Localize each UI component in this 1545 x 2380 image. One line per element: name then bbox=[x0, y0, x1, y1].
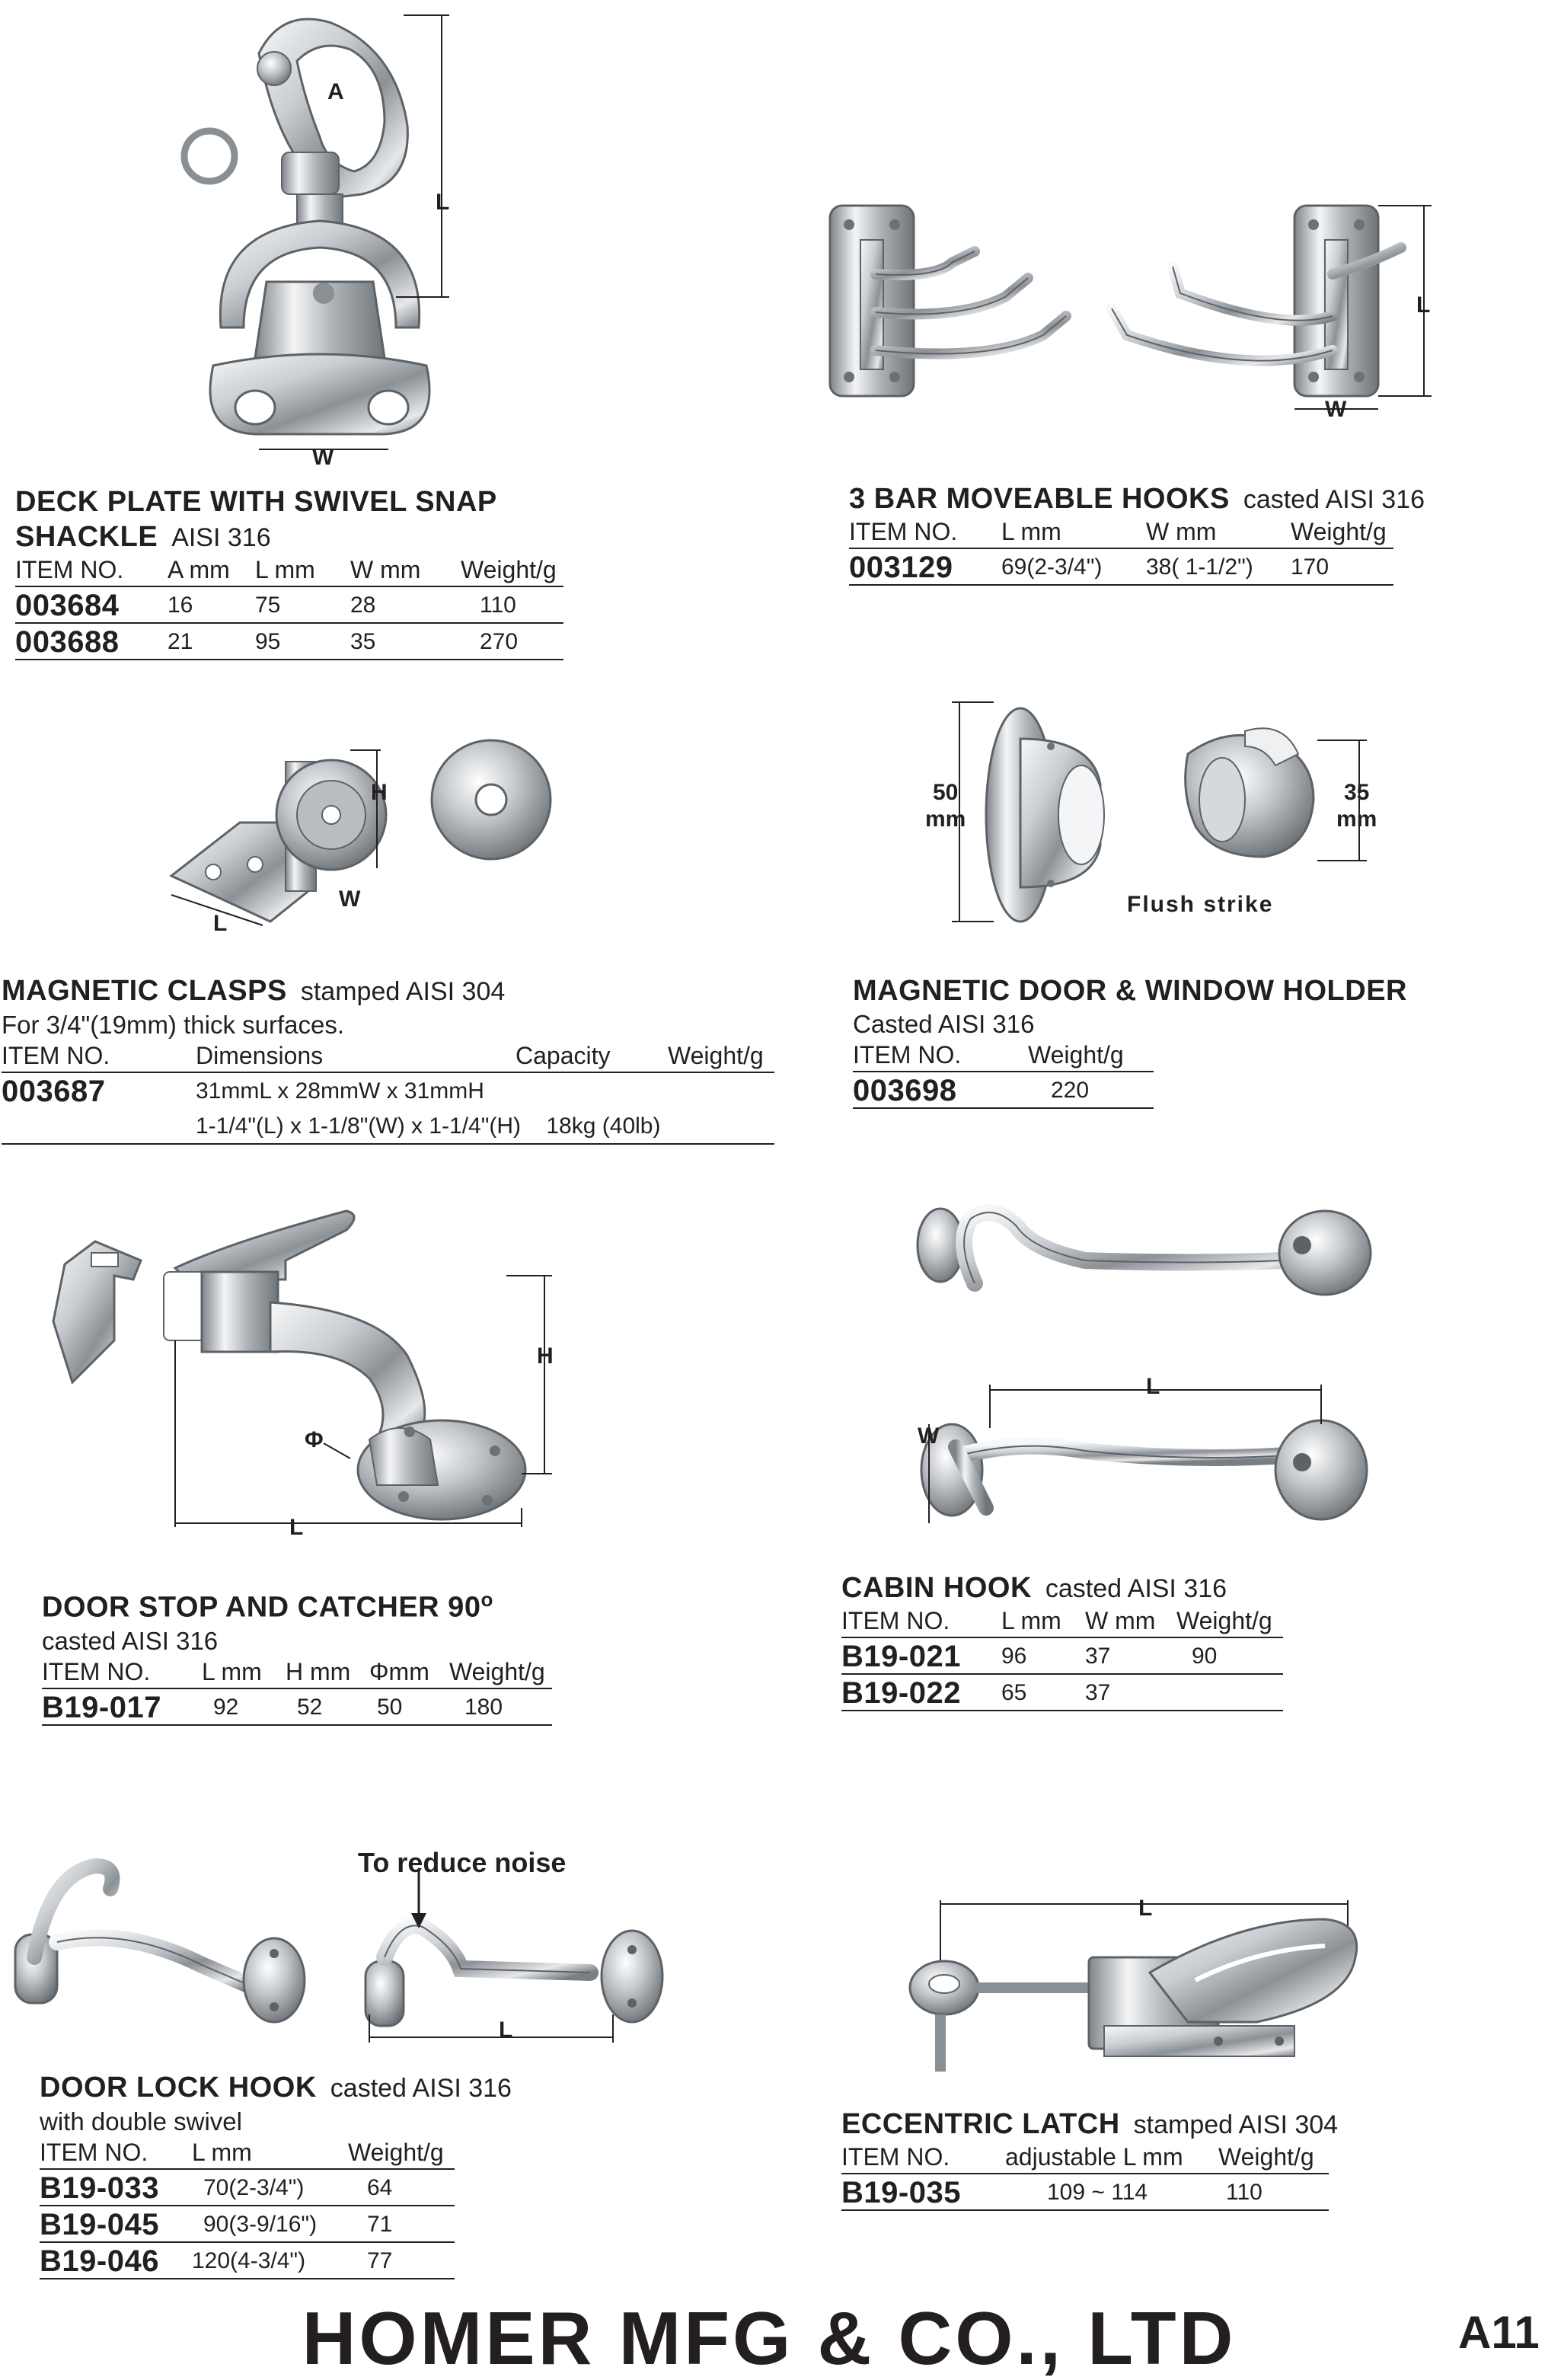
dim-l-label: L bbox=[436, 190, 450, 215]
cell: 90 bbox=[1176, 1637, 1283, 1674]
cell: 70(2-3/4") bbox=[192, 2169, 348, 2206]
deck-plate-title-2: SHACKLE bbox=[15, 521, 158, 553]
clasp-dim-w: W bbox=[339, 887, 361, 912]
table-row bbox=[42, 1688, 552, 1725]
door-lock-hook-note: with double swivel bbox=[40, 2107, 242, 2136]
cell: 90(3-9/16") bbox=[192, 2206, 348, 2242]
cell: 65 bbox=[1001, 1674, 1085, 1711]
cell bbox=[1176, 1674, 1283, 1711]
cabin-hook-spec-table bbox=[841, 1606, 1283, 1711]
flush-strike-caption: Flush strike bbox=[1127, 892, 1274, 917]
col-header: Φmm bbox=[369, 1657, 449, 1688]
cell: 38( 1-1/2") bbox=[1146, 548, 1291, 585]
bar-hooks-dim-w: W bbox=[1325, 397, 1347, 422]
item-no: B19-045 bbox=[40, 2206, 192, 2242]
col-header: W mm bbox=[1146, 517, 1291, 548]
holder-dim-right-value: 35 bbox=[1344, 780, 1370, 805]
cell: 95 bbox=[255, 623, 350, 660]
eccentric-latch-illustration bbox=[899, 1889, 1386, 2094]
cell: 16 bbox=[168, 586, 255, 623]
col-header: L mm bbox=[255, 555, 350, 586]
degree-mark: o bbox=[480, 1588, 493, 1611]
bar-hooks-title: 3 BAR MOVEABLE HOOKS bbox=[849, 483, 1230, 515]
item-no: B19-021 bbox=[841, 1637, 1001, 1674]
stop-dim-phi: Φ bbox=[305, 1427, 324, 1452]
table-row bbox=[849, 548, 1393, 585]
table-row bbox=[15, 586, 563, 623]
clasp-dim-l: L bbox=[213, 911, 228, 936]
clasp-dim-h: H bbox=[371, 780, 388, 805]
lock-dim-l: L bbox=[499, 2017, 513, 2043]
clasps-title: MAGNETIC CLASPS bbox=[2, 975, 287, 1007]
cell: 109 ~ 114 bbox=[1005, 2174, 1218, 2210]
col-header: Weight/g bbox=[1291, 517, 1393, 548]
deck-plate-illustration bbox=[168, 8, 472, 470]
cell: 110 bbox=[1218, 2174, 1329, 2210]
cell: 69(2-3/4") bbox=[1001, 548, 1146, 585]
cell: 50 bbox=[369, 1688, 449, 1725]
bar-hooks-spec-table bbox=[849, 517, 1393, 586]
table-row bbox=[841, 1674, 1283, 1711]
cabin-dim-w: W bbox=[918, 1423, 940, 1449]
col-header: ITEM NO. bbox=[841, 1606, 1001, 1637]
door-lock-hook-section bbox=[40, 2070, 512, 2279]
bar-hooks-section bbox=[849, 481, 1425, 586]
cell: 64 bbox=[348, 2169, 455, 2206]
table-row bbox=[841, 1637, 1283, 1674]
door-stop-spec-table bbox=[42, 1657, 552, 1726]
col-header: Weight/g bbox=[348, 2138, 455, 2169]
cell: 31mmL x 28mmW x 31mmH bbox=[196, 1078, 484, 1104]
cabin-dim-l: L bbox=[1146, 1374, 1160, 1399]
eccentric-latch-title: ECCENTRIC LATCH bbox=[841, 2108, 1120, 2140]
door-stop-material: casted AISI 316 bbox=[42, 1626, 219, 1655]
table-row bbox=[853, 1072, 1154, 1108]
door-stop-section bbox=[42, 1582, 552, 1726]
col-header: ITEM NO. bbox=[853, 1040, 1028, 1072]
table-row bbox=[2, 1072, 774, 1108]
table-row bbox=[40, 2206, 455, 2242]
eccentric-latch-material: stamped AISI 304 bbox=[1133, 2110, 1339, 2139]
magnetic-clasps-illustration bbox=[156, 731, 567, 937]
col-header: Weight/g bbox=[1176, 1606, 1283, 1637]
col-header: Capacity bbox=[516, 1041, 668, 1072]
eccentric-latch-section bbox=[841, 2107, 1338, 2211]
holder-dim-left-value: 50 bbox=[933, 780, 959, 805]
item-no: B19-017 bbox=[42, 1688, 202, 1725]
col-header: W mm bbox=[1085, 1606, 1176, 1637]
table-row bbox=[40, 2242, 455, 2279]
col-header: ITEM NO. bbox=[841, 2142, 1005, 2174]
cell: 92 bbox=[202, 1688, 286, 1725]
cabin-hook-section bbox=[841, 1570, 1283, 1711]
cell: 170 bbox=[1291, 548, 1393, 585]
capacity: 18kg (40lb) bbox=[546, 1113, 661, 1139]
deck-plate-title: DECK PLATE WITH SWIVEL SNAP bbox=[15, 486, 497, 518]
cell: 52 bbox=[286, 1688, 369, 1725]
cell: 96 bbox=[1001, 1637, 1085, 1674]
cell: 37 bbox=[1085, 1637, 1176, 1674]
item-no: B19-033 bbox=[40, 2169, 192, 2206]
item-no: 003684 bbox=[15, 586, 168, 623]
holder-dim-right-unit: mm bbox=[1336, 807, 1377, 832]
table-row bbox=[40, 2169, 455, 2206]
col-header: L mm bbox=[192, 2138, 348, 2169]
door-holder-section bbox=[853, 973, 1407, 1109]
cell: 75 bbox=[255, 586, 350, 623]
col-header: adjustable L mm bbox=[1005, 2142, 1218, 2174]
col-header: ITEM NO. bbox=[2, 1041, 196, 1072]
item-no: 003698 bbox=[853, 1072, 1028, 1108]
col-header: Weight/g bbox=[1218, 2142, 1329, 2174]
item-no: B19-035 bbox=[841, 2174, 1005, 2210]
door-holder-title: MAGNETIC DOOR & WINDOW HOLDER bbox=[853, 975, 1408, 1007]
deck-plate-section bbox=[15, 484, 563, 660]
magnetic-clasps-section bbox=[2, 973, 774, 1145]
cell: 35 bbox=[350, 623, 461, 660]
col-header: Weight/g bbox=[668, 1041, 774, 1072]
col-header: H mm bbox=[286, 1657, 369, 1688]
door-holder-spec-table bbox=[853, 1040, 1154, 1109]
col-header: L mm bbox=[202, 1657, 286, 1688]
door-lock-hook-illustration bbox=[11, 1843, 674, 2049]
cell: 120(4-3/4") bbox=[192, 2242, 348, 2279]
cell: 110 bbox=[461, 586, 563, 623]
col-header: W mm bbox=[350, 555, 461, 586]
cell: 21 bbox=[168, 623, 255, 660]
eccentric-latch-spec-table bbox=[841, 2142, 1329, 2211]
item-no: 003129 bbox=[849, 548, 1001, 585]
bar-hooks-material: casted AISI 316 bbox=[1243, 485, 1425, 514]
door-lock-hook-material: casted AISI 316 bbox=[330, 2074, 512, 2103]
door-holder-material: Casted AISI 316 bbox=[853, 1010, 1035, 1038]
door-lock-hook-spec-table bbox=[40, 2138, 455, 2279]
col-header: L mm bbox=[1001, 517, 1146, 548]
company-name: HOMER MFG & CO., LTD bbox=[302, 2296, 1237, 2380]
item-no: 003687 bbox=[2, 1075, 106, 1108]
col-header: Dimensions bbox=[196, 1041, 516, 1072]
dim-a-label: A bbox=[327, 79, 344, 104]
col-header: Weight/g bbox=[449, 1657, 552, 1688]
table-row bbox=[841, 2174, 1329, 2210]
col-header: ITEM NO. bbox=[40, 2138, 192, 2169]
col-header: L mm bbox=[1001, 1606, 1085, 1637]
item-no: B19-046 bbox=[40, 2242, 192, 2279]
dim-w-label: W bbox=[312, 445, 334, 470]
col-header: Weight/g bbox=[461, 555, 563, 586]
cell: 77 bbox=[348, 2242, 455, 2279]
cell: 270 bbox=[461, 623, 563, 660]
cell bbox=[196, 1108, 668, 1144]
col-header: A mm bbox=[168, 555, 255, 586]
cell bbox=[668, 1108, 774, 1144]
col-header: ITEM NO. bbox=[15, 555, 168, 586]
clasps-material: stamped AISI 304 bbox=[300, 977, 506, 1006]
col-header: ITEM NO. bbox=[849, 517, 1001, 548]
bar-hooks-dim-l: L bbox=[1416, 292, 1431, 318]
cell: 180 bbox=[449, 1688, 552, 1725]
cell: 37 bbox=[1085, 1674, 1176, 1711]
stop-dim-h: H bbox=[537, 1343, 554, 1369]
door-stop-illustration bbox=[42, 1188, 575, 1538]
door-holder-illustration bbox=[918, 693, 1397, 937]
bar-hooks-illustration bbox=[822, 194, 1447, 423]
item-no: 003688 bbox=[15, 623, 168, 660]
cabin-hook-title: CABIN HOOK bbox=[841, 1572, 1032, 1604]
cell: 220 bbox=[1028, 1072, 1154, 1108]
cell: 71 bbox=[348, 2206, 455, 2242]
cabin-hook-illustration bbox=[902, 1188, 1374, 1538]
stop-dim-l: L bbox=[289, 1515, 304, 1540]
door-stop-title: DOOR STOP AND CATCHER 90 bbox=[42, 1591, 481, 1624]
holder-dim-left-unit: mm bbox=[925, 807, 966, 832]
table-row bbox=[2, 1108, 774, 1144]
reduce-noise-callout: To reduce noise bbox=[358, 1847, 567, 1878]
latch-dim-l: L bbox=[1138, 1896, 1153, 1921]
door-lock-hook-title: DOOR LOCK HOOK bbox=[40, 2072, 317, 2104]
clasps-spec-table bbox=[2, 1041, 774, 1145]
col-header: Weight/g bbox=[1028, 1040, 1154, 1072]
item-no: B19-022 bbox=[841, 1674, 1001, 1711]
deck-plate-material: AISI 316 bbox=[171, 523, 271, 552]
deck-plate-spec-table bbox=[15, 555, 563, 660]
cabin-hook-material: casted AISI 316 bbox=[1045, 1574, 1227, 1603]
table-row bbox=[15, 623, 563, 660]
clasps-note: For 3/4"(19mm) thick surfaces. bbox=[2, 1011, 344, 1039]
cell: 28 bbox=[350, 586, 461, 623]
page-number: A11 bbox=[1458, 2307, 1540, 2358]
col-header: ITEM NO. bbox=[42, 1657, 202, 1688]
dims-imperial: 1-1/4"(L) x 1-1/8"(W) x 1-1/4"(H) bbox=[196, 1113, 522, 1139]
